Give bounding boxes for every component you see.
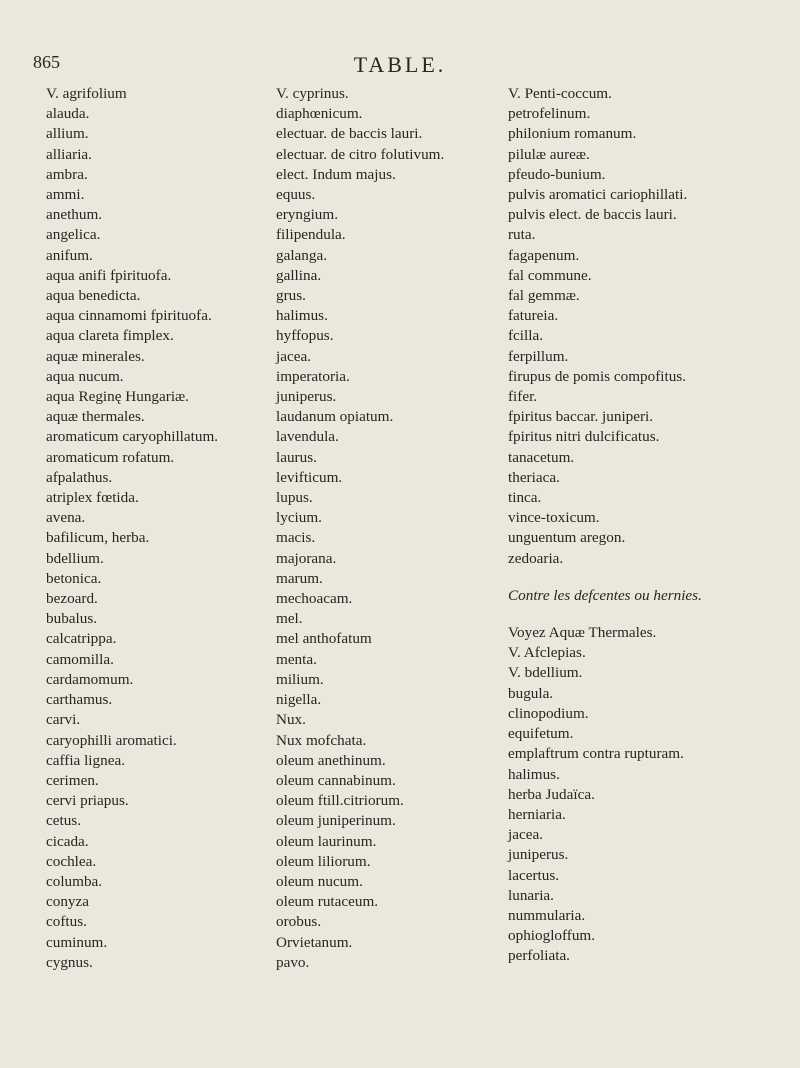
index-entry: ruta.	[508, 226, 536, 244]
index-entry: Orvietanum.	[276, 933, 353, 951]
page-title: TABLE.	[353, 52, 447, 77]
index-entry: V. Afclepias.	[508, 644, 586, 662]
index-entry: equus.	[276, 186, 316, 204]
index-entry: atriplex fœtida.	[46, 489, 139, 507]
index-entry: fifer.	[508, 388, 538, 406]
index-entry: fal commune.	[508, 266, 592, 284]
index-entry: columba.	[46, 872, 103, 890]
index-entry: ferpillum.	[508, 347, 569, 365]
index-entry: lavendula.	[276, 428, 339, 446]
index-entry: juniperus.	[508, 846, 569, 864]
index-entry: allium.	[46, 125, 89, 143]
index-entry: fagapenum.	[508, 246, 580, 264]
index-entry: tinca.	[508, 489, 542, 507]
index-entry: electuar. de citro folutivum.	[276, 145, 445, 163]
index-entry: macis.	[276, 529, 316, 547]
index-entry: nummularia.	[508, 906, 586, 924]
index-entry: mechoacam.	[276, 590, 353, 608]
index-entry: oleum anethinum.	[276, 751, 386, 769]
index-entry: pulvis elect. de baccis lauri.	[508, 206, 677, 224]
index-entry: oleum cannabinum.	[276, 771, 396, 789]
index-entry: levifticum.	[276, 468, 343, 486]
index-entry: aromaticum rofatum.	[46, 448, 175, 466]
index-entry: bugula.	[508, 684, 554, 702]
index-entry: alauda.	[46, 105, 90, 123]
index-entry: angelica.	[46, 226, 101, 244]
index-entry: eryngium.	[276, 206, 339, 224]
index-entry: avena.	[46, 509, 86, 527]
index-entry: perfoliata.	[508, 947, 570, 965]
index-entry: aqua clareta fimplex.	[46, 327, 174, 345]
index-entry: lacertus.	[508, 866, 560, 884]
index-entry: firupus de pomis compofitus.	[508, 367, 687, 385]
index-entry: fpiritus baccar. juniperi.	[508, 408, 654, 426]
index-entry: oleum rutaceum.	[276, 893, 379, 911]
index-entry: nigella.	[276, 691, 322, 709]
index-entry: aqua anifi fpirituofa.	[46, 266, 172, 284]
index-entry: vince-toxicum.	[508, 509, 600, 527]
index-entry: electuar. de baccis lauri.	[276, 125, 423, 143]
index-entry: hyffopus.	[276, 327, 334, 345]
index-entry: V. Penti-coccum.	[508, 85, 612, 102]
index-entry: clinopodium.	[508, 704, 589, 722]
index-entry: grus.	[276, 287, 306, 305]
index-entry: coftus.	[46, 913, 87, 931]
index-entry: jacea.	[508, 826, 543, 844]
index-entry: betonica.	[46, 569, 102, 587]
index-entry: marum.	[276, 569, 323, 587]
index-entry: aquæ thermales.	[46, 408, 145, 426]
index-entry: bezoard.	[46, 590, 98, 608]
index-entry: fal gemmæ.	[508, 287, 580, 305]
index-entry: anethum.	[46, 206, 103, 224]
index-entry: petrofelinum.	[508, 105, 591, 123]
index-entry: pulvis aromatici cariophillati.	[508, 186, 688, 204]
index-entry: lupus.	[276, 489, 313, 507]
index-entry: ophiogloffum.	[508, 927, 596, 945]
index-entry: theriaca.	[508, 468, 560, 486]
index-entry: laurus.	[276, 448, 317, 466]
index-column-1	[46, 84, 218, 973]
index-entry: orobus.	[276, 913, 322, 931]
index-entry: pavo.	[276, 953, 310, 971]
index-entry: V. bdellium.	[508, 664, 583, 682]
index-entry: pilulæ aureæ.	[508, 145, 590, 163]
index-entry: fpiritus nitri dulcificatus.	[508, 428, 660, 446]
index-entry: diaphœnicum.	[276, 105, 363, 123]
index-entry: menta.	[276, 650, 317, 668]
index-entry: caffia lignea.	[46, 751, 125, 769]
index-entry: cardamomum.	[46, 670, 134, 688]
index-entry: milium.	[276, 670, 324, 688]
index-entry: ammi.	[46, 186, 85, 204]
index-entry: oleum laurinum.	[276, 832, 377, 850]
index-entry: oleum liliorum.	[276, 852, 371, 870]
index-entry: pfeudo-bunium.	[508, 165, 606, 183]
index-entry: aqua benedicta.	[46, 287, 141, 305]
index-entry: cetus.	[46, 812, 82, 830]
index-entry: Nux mofchata.	[276, 731, 367, 749]
index-column-3	[508, 84, 702, 967]
index-entry: aqua nucum.	[46, 367, 124, 385]
index-entry: cygnus.	[46, 953, 93, 971]
section-heading: Contre les defcentes ou hernies.	[508, 586, 702, 604]
index-entry: cuminum.	[46, 933, 108, 951]
index-entry: elect. Indum majus.	[276, 165, 396, 183]
index-entry: fatureia.	[508, 307, 559, 325]
index-entry: Nux.	[276, 711, 306, 729]
index-entry: laudanum opiatum.	[276, 408, 394, 426]
index-entry: cochlea.	[46, 852, 97, 870]
index-entry: zedoaria.	[508, 549, 564, 567]
index-entry: filipendula.	[276, 226, 346, 244]
index-entry: bafilicum, herba.	[46, 529, 150, 547]
index-entry: herniaria.	[508, 805, 566, 823]
index-entry: fcilla.	[508, 327, 543, 345]
index-entry: alliaria.	[46, 145, 92, 163]
index-entry: aquæ minerales.	[46, 347, 145, 365]
page-number: 865	[33, 52, 60, 72]
index-entry: cervi priapus.	[46, 792, 129, 810]
index-entry: camomilla.	[46, 650, 114, 668]
index-entry: oleum juniperinum.	[276, 812, 396, 830]
index-entry: unguentum aregon.	[508, 529, 626, 547]
index-entry: oleum nucum.	[276, 872, 363, 890]
index-entry: aromaticum caryophillatum.	[46, 428, 219, 446]
index-entry: bubalus.	[46, 610, 98, 628]
index-entry: carthamus.	[46, 691, 113, 709]
index-entry: majorana.	[276, 549, 337, 567]
index-entry: galanga.	[276, 246, 328, 264]
index-entry: afpalathus.	[46, 468, 113, 486]
index-entry: conyza	[46, 893, 90, 911]
index-entry: V. cyprinus.	[276, 85, 349, 102]
index-entry: cicada.	[46, 832, 89, 850]
index-entry: philonium romanum.	[508, 125, 637, 143]
index-entry: halimus.	[276, 307, 328, 325]
index-entry: Voyez Aquæ Thermales.	[508, 624, 657, 642]
index-entry: oleum ftill.citriorum.	[276, 792, 404, 810]
index-entry: herba Judaïca.	[508, 785, 595, 803]
index-entry: caryophilli aromatici.	[46, 731, 177, 749]
index-entry: aqua Reginę Hungariæ.	[46, 388, 189, 406]
index-entry: anifum.	[46, 246, 93, 264]
index-entry: imperatoria.	[276, 367, 350, 385]
index-entry: tanacetum.	[508, 448, 575, 466]
index-entry: calcatrippa.	[46, 630, 117, 648]
index-entry: lycium.	[276, 509, 322, 527]
index-entry: mel.	[276, 610, 303, 628]
index-entry: jacea.	[276, 347, 311, 365]
index-entry: halimus.	[508, 765, 560, 783]
index-entry: V. agrifolium	[46, 85, 127, 102]
index-entry: ambra.	[46, 165, 88, 183]
index-column-2	[276, 84, 444, 973]
index-entry: bdellium.	[46, 549, 104, 567]
index-entry: carvi.	[46, 711, 81, 729]
index-entry: cerimen.	[46, 771, 99, 789]
index-entry: aqua cinnamomi fpirituofa.	[46, 307, 212, 325]
index-entry: emplaftrum contra rupturam.	[508, 745, 684, 763]
index-entry: gallina.	[276, 266, 322, 284]
index-entry: lunaria.	[508, 886, 554, 904]
index-entry: equifetum.	[508, 725, 574, 743]
index-entry: juniperus.	[276, 388, 337, 406]
index-entry: mel anthofatum	[276, 630, 372, 648]
